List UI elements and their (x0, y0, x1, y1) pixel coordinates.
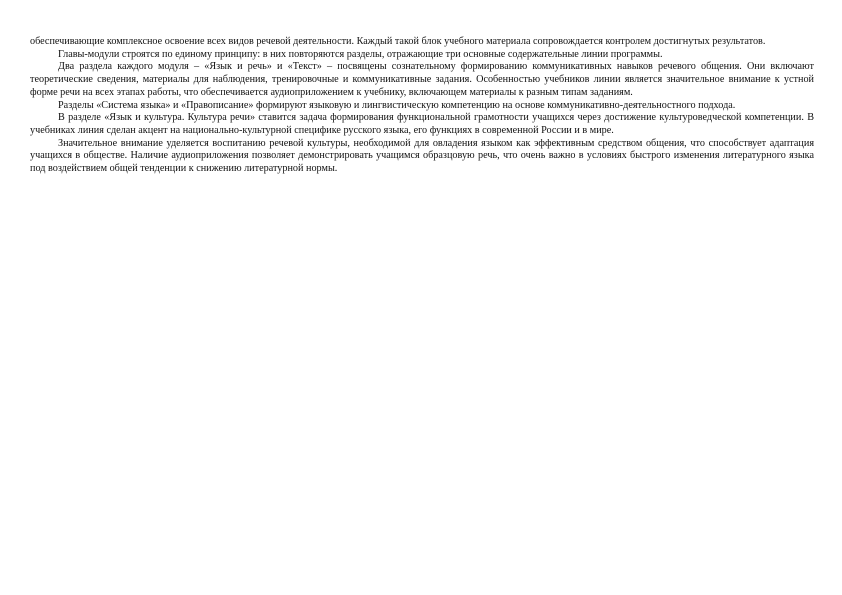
document-page (30, 36, 814, 176)
paragraph-speech-culture: Значительное внимание уделяется воспитанию речевой культуры, необходимой для овладения языком как эффективным средством общения, что способствует адаптация учащихся в обществе. Наличие аудиоприложения позволяет демонстрировать учащимся образцовую речь, что очень важно в условиях быстрого изменения литературного языка под воздействием общей тенденции к снижению литературной нормы. (30, 137, 814, 175)
paragraph-language-and-culture: В разделе «Язык и культура. Культура речи» ставится задача формирования функциональной грамотности учащихся через достижение культуроведческой компетенции. В учебниках линия сделан акцент на национально-культурной специфике русского языка, его функциях в современной России и в мире. (30, 112, 814, 136)
paragraph-language-system: Разделы «Система языка» и «Правописание» формируют языковую и лингвистическую компетенцию на основе коммуникативно-деятельностного подхода. (58, 99, 736, 111)
paragraph-language-and-speech: Два раздела каждого модуля – «Язык и речь» и «Текст» – посвящены сознательному формированию коммуникативных навыков речевого общения. Они включают теоретические сведения, материалы для наблюдения, тренировочные и коммуникативные задания. Особенностью учебников линии является значительное внимание к устной форме речи на всех этапах работы, что обеспечивается аудиоприложением к учебнику, включающем материалы к разным типам заданиям. (30, 61, 814, 98)
paragraph-modules-structure: Главы-модули строятся по единому принципу: в них повторяются разделы, отражающие три основные содержательные линии программы. (58, 48, 663, 60)
paragraph-continuation: обеспечивающие комплексное освоение всех видов речевой деятельности. Каждый такой блок учебного материала сопровождается контролем достигнутых результатов. (30, 36, 766, 47)
